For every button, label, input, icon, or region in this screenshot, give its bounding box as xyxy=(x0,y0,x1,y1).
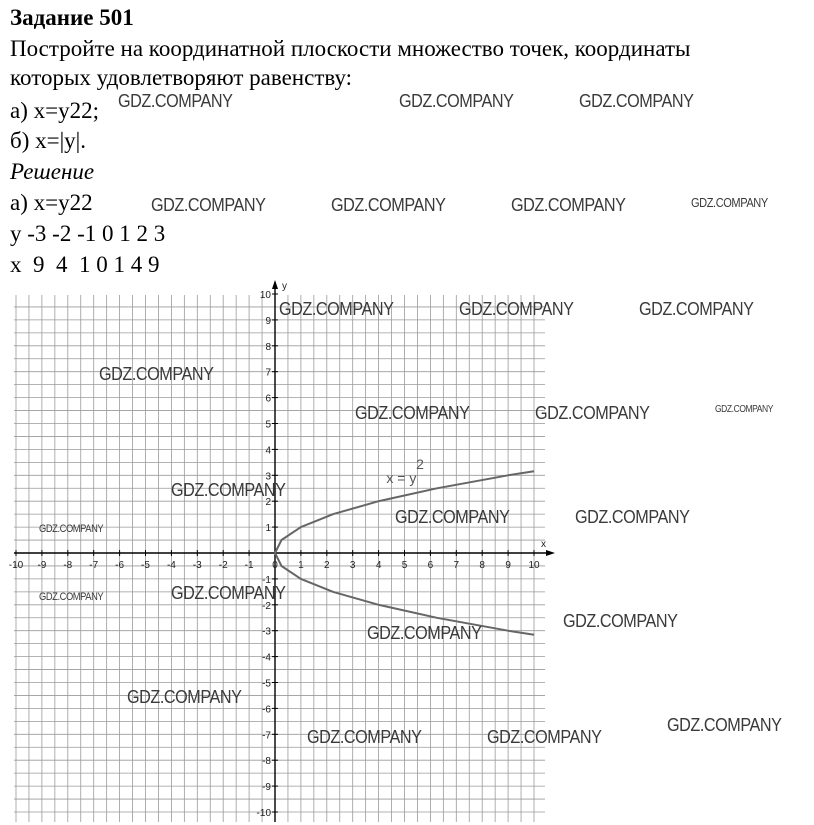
y-axis-arrow xyxy=(272,280,278,289)
watermark: GDZ.COMPANY xyxy=(667,715,782,735)
x-tick-label: 0 xyxy=(272,560,278,571)
series-label-exponent: 2 xyxy=(416,455,424,472)
x-tick-label: -4 xyxy=(166,560,176,571)
x-tick-label: 2 xyxy=(324,560,330,571)
x-tick-label: -9 xyxy=(37,560,47,571)
x-tick-label: -6 xyxy=(115,560,125,571)
task-prompt-line1: Постройте на координатной плоскости множество точек, координаты xyxy=(10,36,691,61)
y-tick-label: -8 xyxy=(262,756,271,768)
x-tick-label: 1 xyxy=(298,560,304,571)
watermark: GDZ.COMPANY xyxy=(691,195,768,210)
y-tick-label: 8 xyxy=(265,341,271,353)
x-tick-label: -2 xyxy=(218,560,228,571)
watermark: GDZ.COMPANY xyxy=(39,523,104,535)
x-tick-label: -8 xyxy=(63,560,73,571)
y-tick-label: 10 xyxy=(259,290,271,301)
x-axis-arrow xyxy=(546,550,555,556)
task-prompt-line2: которых удовлетворяют равенству: xyxy=(10,65,353,90)
y-tick-label: -10 xyxy=(256,808,271,819)
y-tick-label: -5 xyxy=(262,678,271,690)
watermark: GDZ.COMPANY xyxy=(331,195,446,215)
y-tick-label: -1 xyxy=(262,574,271,586)
watermark: GDZ.COMPANY xyxy=(459,299,574,319)
watermark: GDZ.COMPANY xyxy=(118,91,233,111)
y-tick-label: 9 xyxy=(265,315,271,327)
solution-row-x: x 9 4 1 0 1 4 9 xyxy=(10,252,160,277)
y-tick-label: 6 xyxy=(265,393,271,405)
y-tick-label: 3 xyxy=(265,471,271,483)
watermark: GDZ.COMPANY xyxy=(307,727,422,747)
watermark: GDZ.COMPANY xyxy=(279,299,394,319)
watermark: GDZ.COMPANY xyxy=(563,611,678,631)
y-tick-label: -2 xyxy=(262,600,271,612)
x-tick-label: 4 xyxy=(375,560,382,571)
solution-part-a: а) x=y22 xyxy=(10,190,93,215)
axes xyxy=(14,280,555,822)
y-tick-label: -6 xyxy=(262,704,271,716)
task-item-b: б) x=|y|. xyxy=(10,128,87,153)
x-tick-label: -1 xyxy=(244,560,254,571)
y-tick-label: 7 xyxy=(265,367,271,379)
watermark: GDZ.COMPANY xyxy=(171,480,286,500)
y-tick-label: 1 xyxy=(265,523,271,535)
watermark: GDZ.COMPANY xyxy=(715,404,773,415)
y-tick-label: -7 xyxy=(262,730,271,742)
x-tick-label: 9 xyxy=(505,560,511,571)
solution-heading: Решение xyxy=(10,159,95,184)
watermark: GDZ.COMPANY xyxy=(395,507,510,527)
series-label: x = y xyxy=(386,470,417,487)
watermark: GDZ.COMPANY xyxy=(535,403,650,423)
watermark: GDZ.COMPANY xyxy=(127,687,242,707)
x-tick-label: 5 xyxy=(401,560,408,571)
watermark: GDZ.COMPANY xyxy=(487,727,602,747)
watermark: GDZ.COMPANY xyxy=(575,507,690,527)
x-tick-label: 3 xyxy=(349,560,356,571)
y-tick-label: 4 xyxy=(265,445,271,457)
watermark: GDZ.COMPANY xyxy=(99,364,214,384)
task-item-a: а) x=y22; xyxy=(10,98,99,123)
watermark: GDZ.COMPANY xyxy=(151,195,266,215)
watermark: GDZ.COMPANY xyxy=(399,91,514,111)
x-tick-label: -7 xyxy=(89,560,99,571)
y-tick-label: -4 xyxy=(262,652,271,664)
x-tick-label: 6 xyxy=(427,560,434,571)
grid xyxy=(14,295,545,822)
watermark: GDZ.COMPANY xyxy=(171,583,286,603)
watermark: GDZ.COMPANY xyxy=(579,91,694,111)
y-axis-label: y xyxy=(282,281,287,292)
y-tick-label: 5 xyxy=(265,419,271,431)
watermark: GDZ.COMPANY xyxy=(639,299,754,319)
task-title: Задание 501 xyxy=(10,5,134,30)
watermark: GDZ.COMPANY xyxy=(367,623,482,643)
solution-row-y: y -3 -2 -1 0 1 2 3 xyxy=(10,221,166,246)
x-tick-label: -10 xyxy=(8,560,24,571)
x-tick-label: 10 xyxy=(528,560,540,571)
watermark: GDZ.COMPANY xyxy=(39,591,104,603)
watermark: GDZ.COMPANY xyxy=(511,195,626,215)
x-axis-label: x xyxy=(541,539,546,550)
x-tick-label: -3 xyxy=(192,560,202,571)
x-tick-label: 8 xyxy=(479,560,485,571)
y-tick-label: -9 xyxy=(262,782,271,794)
y-tick-label: 2 xyxy=(265,497,271,509)
watermark: GDZ.COMPANY xyxy=(355,403,470,423)
x-tick-label: -5 xyxy=(141,560,150,571)
y-tick-label: -3 xyxy=(262,626,271,638)
x-tick-label: 7 xyxy=(453,560,460,571)
